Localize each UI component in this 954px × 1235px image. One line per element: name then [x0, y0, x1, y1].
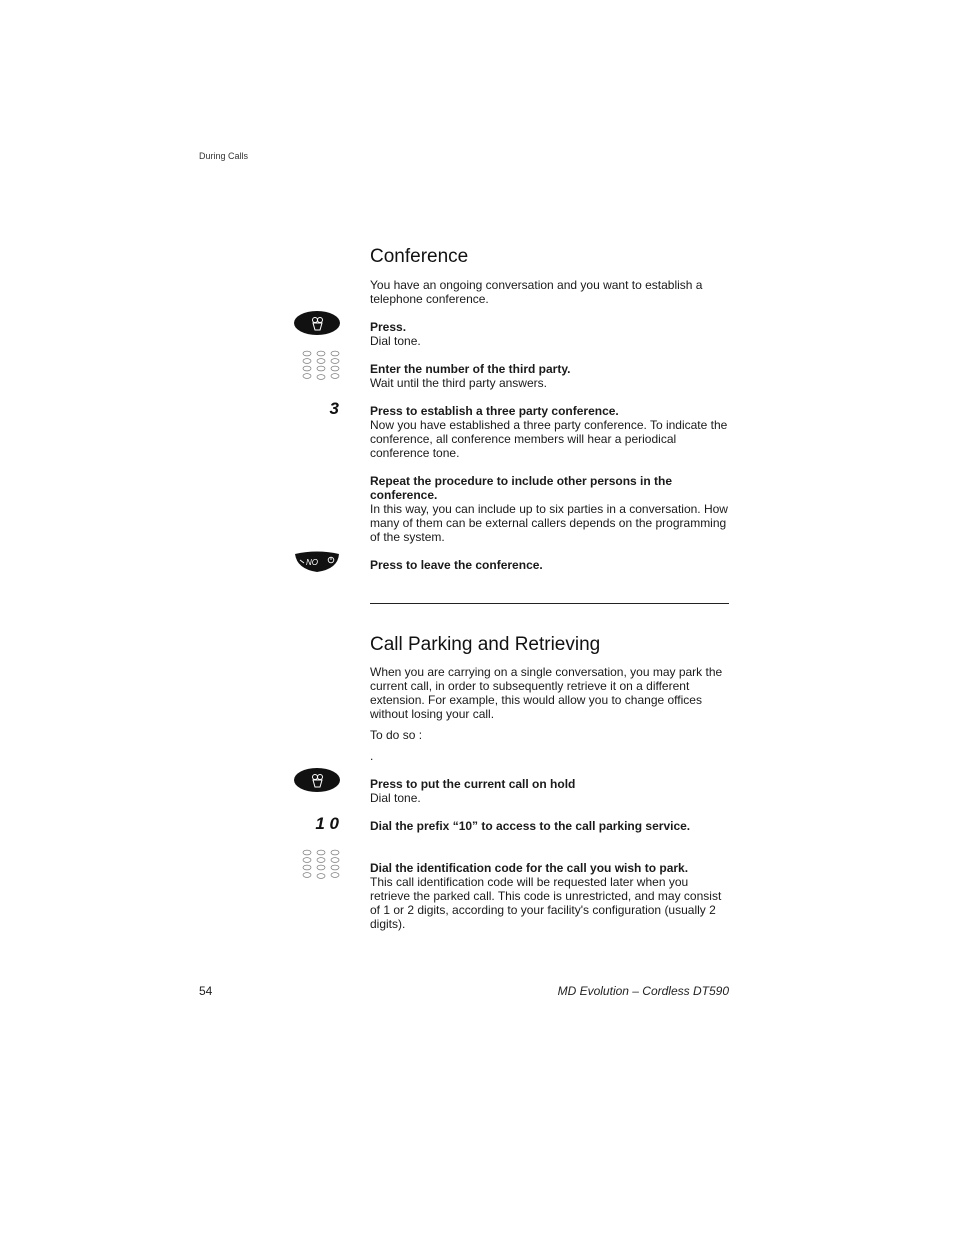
parking-step-prefix — [370, 819, 730, 833]
step-bold: Dial the prefix “10” to access to the call parking service. — [370, 819, 691, 833]
keypad-icon — [301, 849, 341, 886]
no-key-icon — [294, 551, 340, 578]
parking-intro: When you are carrying on a single conversation, you may park the current call, in order to subsequently retrieve it on a different extension. For example, this would allow you to change offices without losing your call. — [370, 665, 723, 721]
conference-step-leave — [370, 558, 730, 572]
conference-step-repeat — [370, 474, 730, 544]
page-number: 54 — [199, 984, 213, 998]
no-key-label: NO — [306, 558, 318, 567]
running-header: During Calls — [199, 151, 249, 161]
step-bold: Press to establish a three party conference. — [370, 404, 619, 418]
parking-heading: Call Parking and Retrieving — [370, 634, 601, 655]
step-text: Now you have established a three party conference. To indicate the conference, all conference members will hear a periodical conference tone. — [370, 418, 728, 460]
step-text: Wait until the third party answers. — [370, 376, 547, 390]
digit-key-3: 3 — [329, 399, 339, 418]
section-divider — [370, 603, 729, 604]
hold-button-icon — [294, 311, 340, 340]
conference-step-establish — [370, 404, 730, 460]
step-bold: Press. — [370, 320, 407, 334]
digit-key-10: 1 0 — [315, 814, 339, 833]
step-bold: Dial the identification code for the call you wish to park. — [370, 861, 689, 875]
step-text: Dial tone. — [370, 334, 421, 348]
conference-heading: Conference — [370, 246, 469, 267]
keypad-icon — [301, 350, 341, 387]
step-bold: Press to leave the conference. — [370, 558, 543, 572]
parking-dot: . — [370, 749, 374, 763]
step-bold: Press to put the current call on hold — [370, 777, 576, 791]
conference-step-press — [370, 320, 730, 348]
product-name: MD Evolution – Cordless DT590 — [557, 984, 729, 998]
hold-button-icon — [294, 768, 340, 797]
conference-intro: You have an ongoing conversation and you want to establish a telephone conference. — [370, 278, 703, 306]
parking-todo: To do so : — [370, 728, 423, 742]
parking-step-id-code — [370, 861, 730, 931]
step-bold: Repeat the procedure to include other persons in the conference. — [370, 474, 673, 502]
conference-step-enter-number — [370, 362, 730, 390]
step-bold: Enter the number of the third party. — [370, 362, 571, 376]
parking-step-hold — [370, 777, 730, 805]
step-text: This call identification code will be requested later when you retrieve the parked call. This code is unrestricted, and may consist of 1 or 2 digits, according to your facility's configuration (usually 2 digits). — [370, 875, 722, 931]
step-text: Dial tone. — [370, 791, 421, 805]
step-text: In this way, you can include up to six parties in a conversation. How many of them can be external callers depends on the programming of the system. — [370, 502, 728, 544]
